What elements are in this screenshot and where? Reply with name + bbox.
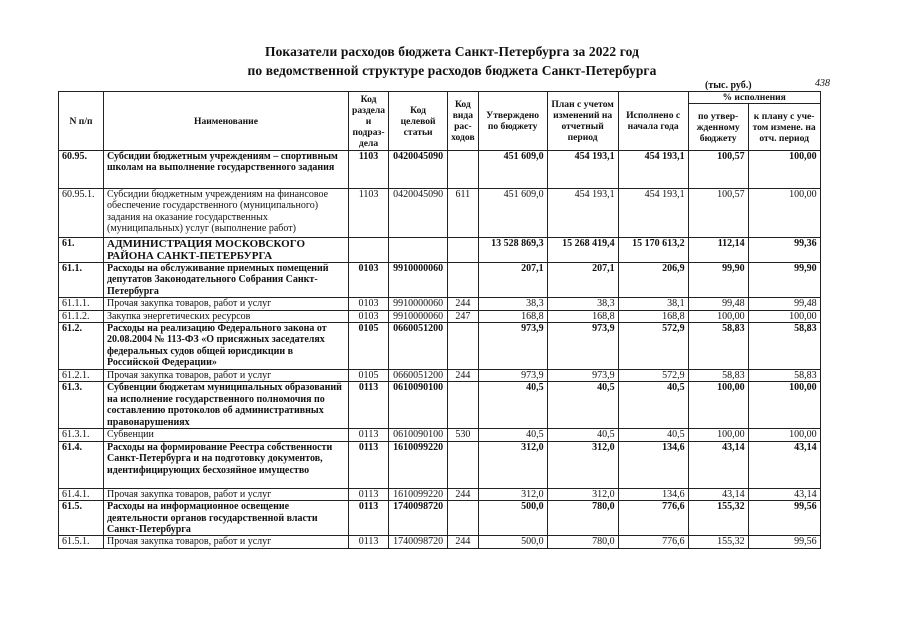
cell-executed: 134,6 (618, 488, 688, 500)
cell-name: Расходы на информационное освещение деятельности органов государственной власти Санкт-Петербурга (104, 501, 349, 536)
document-subtitle: по ведомственной структуре расходов бюджета Санкт-Петербурга (247, 63, 657, 78)
cell-pct-plan: 58,83 (748, 323, 820, 370)
cell-plan: 38,3 (547, 298, 618, 310)
cell-num: 61.2.1. (59, 370, 104, 382)
cell-pct-plan: 43,14 (748, 488, 820, 500)
cell-approved: 312,0 (478, 441, 547, 488)
header-pct-approved: по утвер-жденному бюджету (688, 104, 748, 151)
cell-plan: 207,1 (547, 263, 618, 298)
cell-approved: 40,5 (478, 382, 547, 429)
cell-approved: 13 528 869,3 (478, 238, 547, 263)
cell-executed: 40,5 (618, 429, 688, 441)
table-row (59, 263, 821, 298)
cell-executed: 776,6 (618, 536, 688, 548)
table-row (59, 323, 821, 370)
cell-pct-approved: 99,90 (688, 263, 748, 298)
units-label: (тыс. руб.) (705, 80, 752, 91)
cell-pct-plan: 100,00 (748, 382, 820, 429)
cell-expense-type: 611 (448, 189, 479, 238)
cell-pct-approved: 100,00 (688, 382, 748, 429)
cell-name: Закупка энергетических ресурсов (104, 310, 349, 322)
cell-target-code: 1740098720 (389, 501, 448, 536)
cell-plan: 973,9 (547, 323, 618, 370)
cell-section-code: 0113 (349, 429, 389, 441)
cell-num: 61.1.2. (59, 310, 104, 322)
cell-section-code: 1103 (349, 151, 389, 189)
cell-name: Субсидии бюджетным учреждениям на финансовое обеспечение государственного (муниципального) задания на оказание государственных (муниципальных) услуг (выполнение работ) (104, 189, 349, 238)
cell-plan: 454 193,1 (547, 151, 618, 189)
table-row (59, 536, 821, 548)
cell-executed: 776,6 (618, 501, 688, 536)
cell-approved: 38,3 (478, 298, 547, 310)
cell-target-code: 9910000060 (389, 310, 448, 322)
cell-approved: 168,8 (478, 310, 547, 322)
cell-target-code: 1610099220 (389, 488, 448, 500)
cell-target-code: 9910000060 (389, 263, 448, 298)
cell-pct-approved: 58,83 (688, 323, 748, 370)
header-target-code: Код целевой статьи (389, 92, 448, 151)
cell-section-code: 0113 (349, 441, 389, 488)
cell-pct-approved: 43,14 (688, 441, 748, 488)
cell-plan: 40,5 (547, 429, 618, 441)
cell-name: Расходы на обслуживание приемных помещений депутатов Законодательного Собрания Санкт-Петербурга (104, 263, 349, 298)
header-executed: Исполнено с начала года (618, 92, 688, 151)
cell-expense-type: 244 (448, 488, 479, 500)
cell-num: 61.4.1. (59, 488, 104, 500)
cell-plan: 780,0 (547, 501, 618, 536)
cell-approved: 40,5 (478, 429, 547, 441)
cell-expense-type (448, 238, 479, 263)
cell-num: 61.1. (59, 263, 104, 298)
cell-pct-approved: 43,14 (688, 488, 748, 500)
cell-num: 61.4. (59, 441, 104, 488)
cell-section-code (349, 238, 389, 263)
table-row (59, 238, 821, 263)
cell-executed: 38,1 (618, 298, 688, 310)
cell-num: 61.3.1. (59, 429, 104, 441)
cell-target-code: 0420045090 (389, 151, 448, 189)
cell-expense-type (448, 501, 479, 536)
header-pct-plan: к плану с уче-том измене. на отч. период (748, 104, 820, 151)
header-num: N п/п (59, 92, 104, 151)
cell-approved: 451 609,0 (478, 189, 547, 238)
cell-section-code: 0103 (349, 263, 389, 298)
table-row (59, 151, 821, 189)
cell-executed: 15 170 613,2 (618, 238, 688, 263)
cell-target-code: 0660051200 (389, 323, 448, 370)
cell-name: Прочая закупка товаров, работ и услуг (104, 536, 349, 548)
cell-expense-type (448, 323, 479, 370)
cell-section-code: 0113 (349, 536, 389, 548)
table-row (59, 488, 821, 500)
cell-executed: 168,8 (618, 310, 688, 322)
cell-section-code: 0113 (349, 501, 389, 536)
cell-target-code: 1740098720 (389, 536, 448, 548)
cell-executed: 454 193,1 (618, 189, 688, 238)
cell-approved: 451 609,0 (478, 151, 547, 189)
cell-executed: 134,6 (618, 441, 688, 488)
cell-num: 61.5. (59, 501, 104, 536)
cell-pct-plan: 99,56 (748, 536, 820, 548)
cell-name: Прочая закупка товаров, работ и услуг (104, 370, 349, 382)
cell-expense-type: 244 (448, 370, 479, 382)
cell-target-code (389, 238, 448, 263)
cell-section-code: 0103 (349, 310, 389, 322)
cell-name: Расходы на реализацию Федерального закона от 20.08.2004 № 113-ФЗ «О присяжных заседателях федеральных судов общей юрисдикции в Российской Федерации» (104, 323, 349, 370)
cell-executed: 572,9 (618, 323, 688, 370)
cell-section-code: 0103 (349, 298, 389, 310)
cell-target-code: 9910000060 (389, 298, 448, 310)
cell-pct-approved: 155,32 (688, 501, 748, 536)
cell-name: АДМИНИСТРАЦИЯ МОСКОВСКОГО РАЙОНА САНКТ-ПЕТЕРБУРГА (104, 238, 349, 263)
cell-pct-plan: 58,83 (748, 370, 820, 382)
cell-target-code: 0420045090 (389, 189, 448, 238)
cell-plan: 973,9 (547, 370, 618, 382)
cell-num: 61.3. (59, 382, 104, 429)
document-title: Показатели расходов бюджета Санкт-Петербурга за 2022 год (264, 44, 640, 59)
cell-num: 60.95.1. (59, 189, 104, 238)
cell-pct-plan: 99,36 (748, 238, 820, 263)
cell-name: Прочая закупка товаров, работ и услуг (104, 298, 349, 310)
cell-section-code: 0105 (349, 323, 389, 370)
budget-table (58, 91, 821, 549)
cell-plan: 15 268 419,4 (547, 238, 618, 263)
cell-pct-plan: 99,48 (748, 298, 820, 310)
cell-section-code: 0105 (349, 370, 389, 382)
table-row (59, 370, 821, 382)
cell-pct-plan: 100,00 (748, 151, 820, 189)
cell-plan: 312,0 (547, 488, 618, 500)
cell-expense-type (448, 382, 479, 429)
header-plan: План с учетом изменений на отчетный период (547, 92, 618, 151)
cell-num: 61.1.1. (59, 298, 104, 310)
cell-num: 61. (59, 238, 104, 263)
table-row (59, 429, 821, 441)
table-row (59, 298, 821, 310)
page-number: 438 (815, 78, 830, 89)
cell-executed: 454 193,1 (618, 151, 688, 189)
cell-plan: 780,0 (547, 536, 618, 548)
cell-name: Расходы на формирование Реестра собственности Санкт-Петербурга и на подготовку документов, идентифицирующих бесхозяйное имущество (104, 441, 349, 488)
cell-pct-approved: 100,00 (688, 429, 748, 441)
cell-name: Субвенции бюджетам муниципальных образований на исполнение государственного полномочия по составлению протоколов об административных правонарушениях (104, 382, 349, 429)
cell-num: 60.95. (59, 151, 104, 189)
cell-target-code: 0660051200 (389, 370, 448, 382)
cell-approved: 500,0 (478, 501, 547, 536)
cell-pct-plan: 99,90 (748, 263, 820, 298)
table-row (59, 189, 821, 238)
table-body (59, 151, 821, 549)
cell-target-code: 1610099220 (389, 441, 448, 488)
cell-executed: 206,9 (618, 263, 688, 298)
cell-pct-approved: 100,57 (688, 189, 748, 238)
table-row (59, 501, 821, 536)
cell-approved: 973,9 (478, 370, 547, 382)
cell-approved: 973,9 (478, 323, 547, 370)
header-expense-type: Код вида рас-ходов (448, 92, 479, 151)
cell-pct-plan: 43,14 (748, 441, 820, 488)
cell-pct-approved: 100,57 (688, 151, 748, 189)
header-name: Наименование (104, 92, 349, 151)
cell-name: Субсидии бюджетным учреждениям – спортивным школам на выполнение государственного задания (104, 151, 349, 189)
cell-expense-type: 244 (448, 536, 479, 548)
cell-target-code: 0610090100 (389, 382, 448, 429)
cell-section-code: 1103 (349, 189, 389, 238)
cell-num: 61.5.1. (59, 536, 104, 548)
cell-executed: 40,5 (618, 382, 688, 429)
cell-pct-approved: 58,83 (688, 370, 748, 382)
cell-name: Прочая закупка товаров, работ и услуг (104, 488, 349, 500)
cell-plan: 168,8 (547, 310, 618, 322)
header-section-code: Код раздела и подраз-дела (349, 92, 389, 151)
cell-executed: 572,9 (618, 370, 688, 382)
cell-section-code: 0113 (349, 488, 389, 500)
table-row (59, 441, 821, 488)
cell-pct-plan: 99,56 (748, 501, 820, 536)
cell-section-code: 0113 (349, 382, 389, 429)
cell-expense-type: 247 (448, 310, 479, 322)
cell-expense-type (448, 441, 479, 488)
cell-pct-approved: 99,48 (688, 298, 748, 310)
header-percent-group: % исполнения (688, 92, 820, 104)
table-row (59, 310, 821, 322)
cell-num: 61.2. (59, 323, 104, 370)
cell-approved: 500,0 (478, 536, 547, 548)
cell-pct-plan: 100,00 (748, 310, 820, 322)
cell-expense-type: 244 (448, 298, 479, 310)
cell-expense-type: 530 (448, 429, 479, 441)
cell-plan: 312,0 (547, 441, 618, 488)
cell-plan: 40,5 (547, 382, 618, 429)
table-row (59, 382, 821, 429)
cell-pct-approved: 100,00 (688, 310, 748, 322)
cell-pct-plan: 100,00 (748, 429, 820, 441)
cell-expense-type (448, 263, 479, 298)
header-approved: Утверждено по бюджету (478, 92, 547, 151)
cell-expense-type (448, 151, 479, 189)
cell-target-code: 0610090100 (389, 429, 448, 441)
cell-plan: 454 193,1 (547, 189, 618, 238)
cell-name: Субвенции (104, 429, 349, 441)
cell-pct-approved: 112,14 (688, 238, 748, 263)
cell-approved: 207,1 (478, 263, 547, 298)
cell-pct-approved: 155,32 (688, 536, 748, 548)
cell-pct-plan: 100,00 (748, 189, 820, 238)
cell-approved: 312,0 (478, 488, 547, 500)
